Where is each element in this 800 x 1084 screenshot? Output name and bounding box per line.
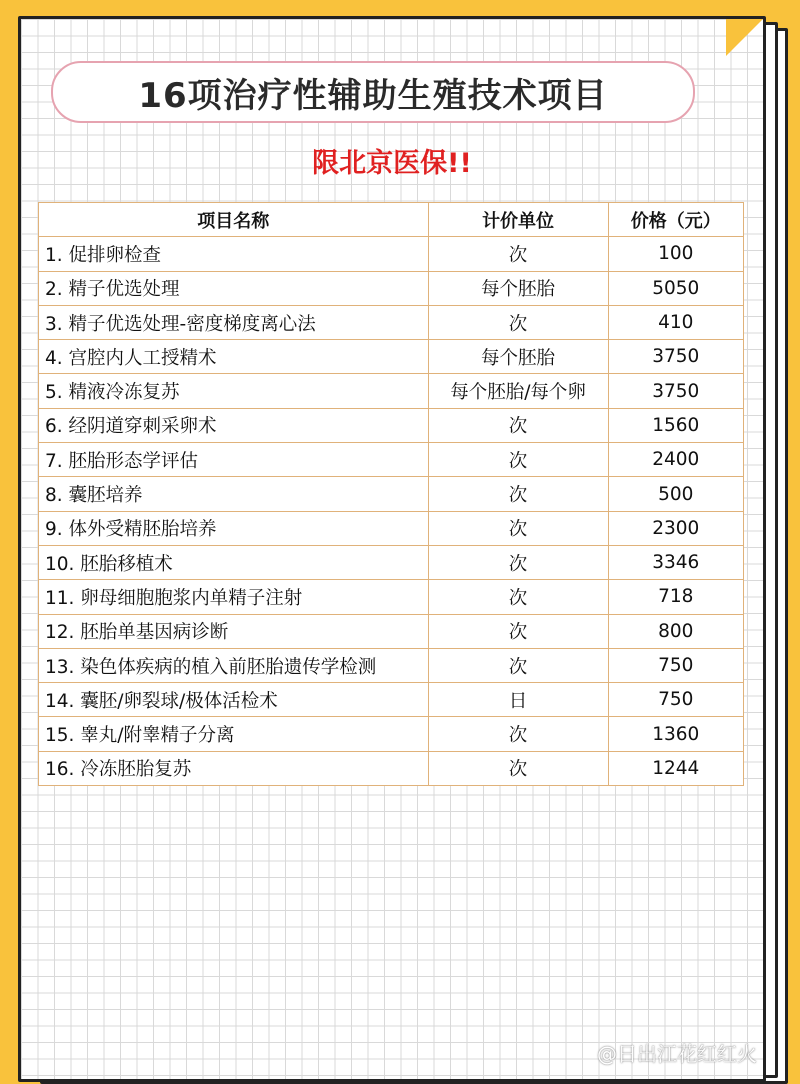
- header-price: 价格（元）: [608, 203, 743, 237]
- table-row: [39, 408, 744, 442]
- table-row: [39, 614, 744, 648]
- cell-price: 100: [608, 237, 743, 271]
- cell-item-name: 7. 胚胎形态学评估: [39, 443, 429, 477]
- cell-item-name: 12. 胚胎单基因病诊断: [39, 614, 429, 648]
- cell-unit: 次: [428, 717, 608, 751]
- cell-price: 3750: [608, 374, 743, 408]
- cell-unit: 每个胚胎: [428, 340, 608, 374]
- cell-price: 410: [608, 305, 743, 339]
- cell-item-name: 15. 睾丸/附睾精子分离: [39, 717, 429, 751]
- table-row: [39, 580, 744, 614]
- cell-price: 2400: [608, 443, 743, 477]
- price-table: [38, 202, 744, 786]
- grid-paper-sheet: [18, 16, 766, 1082]
- subtitle: 限北京医保!!: [312, 148, 472, 179]
- table-row: [39, 305, 744, 339]
- cell-price: 1360: [608, 717, 743, 751]
- cell-price: 500: [608, 477, 743, 511]
- cell-item-name: 4. 宫腔内人工授精术: [39, 340, 429, 374]
- cell-item-name: 14. 囊胚/卵裂球/极体活检术: [39, 683, 429, 717]
- table-row: [39, 443, 744, 477]
- table-row: [39, 374, 744, 408]
- table-row: [39, 648, 744, 682]
- table-row: [39, 751, 744, 785]
- table-row: [39, 340, 744, 374]
- table-row: [39, 545, 744, 579]
- cell-price: 1560: [608, 408, 743, 442]
- header-item-name: 项目名称: [39, 203, 429, 237]
- cell-price: 750: [608, 648, 743, 682]
- cell-item-name: 9. 体外受精胚胎培养: [39, 511, 429, 545]
- cell-price: 3750: [608, 340, 743, 374]
- cell-item-name: 11. 卵母细胞胞浆内单精子注射: [39, 580, 429, 614]
- cell-unit: 次: [428, 751, 608, 785]
- cell-unit: 次: [428, 511, 608, 545]
- table-row: [39, 237, 744, 271]
- cell-price: 2300: [608, 511, 743, 545]
- cell-item-name: 10. 胚胎移植术: [39, 545, 429, 579]
- header-unit: 计价单位: [428, 203, 608, 237]
- table-row: [39, 511, 744, 545]
- cell-unit: 次: [428, 545, 608, 579]
- cell-item-name: 5. 精液冷冻复苏: [39, 374, 429, 408]
- table-header-row: [39, 203, 744, 237]
- title-banner: [51, 61, 695, 123]
- table-row: [39, 477, 744, 511]
- page-title: 16项治疗性辅助生殖技术项目: [138, 75, 608, 116]
- cell-unit: 每个胚胎/每个卵: [428, 374, 608, 408]
- cell-price: 718: [608, 580, 743, 614]
- cell-unit: 次: [428, 648, 608, 682]
- cell-unit: 次: [428, 408, 608, 442]
- cell-unit: 次: [428, 305, 608, 339]
- cell-unit: 次: [428, 477, 608, 511]
- cell-item-name: 1. 促排卵检查: [39, 237, 429, 271]
- cell-unit: 次: [428, 443, 608, 477]
- table-body: [39, 237, 744, 786]
- cell-price: 3346: [608, 545, 743, 579]
- folded-corner: [726, 16, 766, 56]
- cell-item-name: 13. 染色体疾病的植入前胚胎遗传学检测: [39, 648, 429, 682]
- cell-unit: 每个胚胎: [428, 271, 608, 305]
- cell-unit: 日: [428, 683, 608, 717]
- cell-item-name: 16. 冷冻胚胎复苏: [39, 751, 429, 785]
- table-row: [39, 717, 744, 751]
- cell-price: 1244: [608, 751, 743, 785]
- cell-unit: 次: [428, 580, 608, 614]
- cell-price: 800: [608, 614, 743, 648]
- watermark: @日出江花红红火: [597, 1042, 757, 1066]
- cell-item-name: 3. 精子优选处理-密度梯度离心法: [39, 305, 429, 339]
- cell-unit: 次: [428, 614, 608, 648]
- table-row: [39, 683, 744, 717]
- cell-unit: 次: [428, 237, 608, 271]
- cell-price: 750: [608, 683, 743, 717]
- table-row: [39, 271, 744, 305]
- cell-item-name: 6. 经阴道穿刺采卵术: [39, 408, 429, 442]
- cell-item-name: 8. 囊胚培养: [39, 477, 429, 511]
- cell-price: 5050: [608, 271, 743, 305]
- cell-item-name: 2. 精子优选处理: [39, 271, 429, 305]
